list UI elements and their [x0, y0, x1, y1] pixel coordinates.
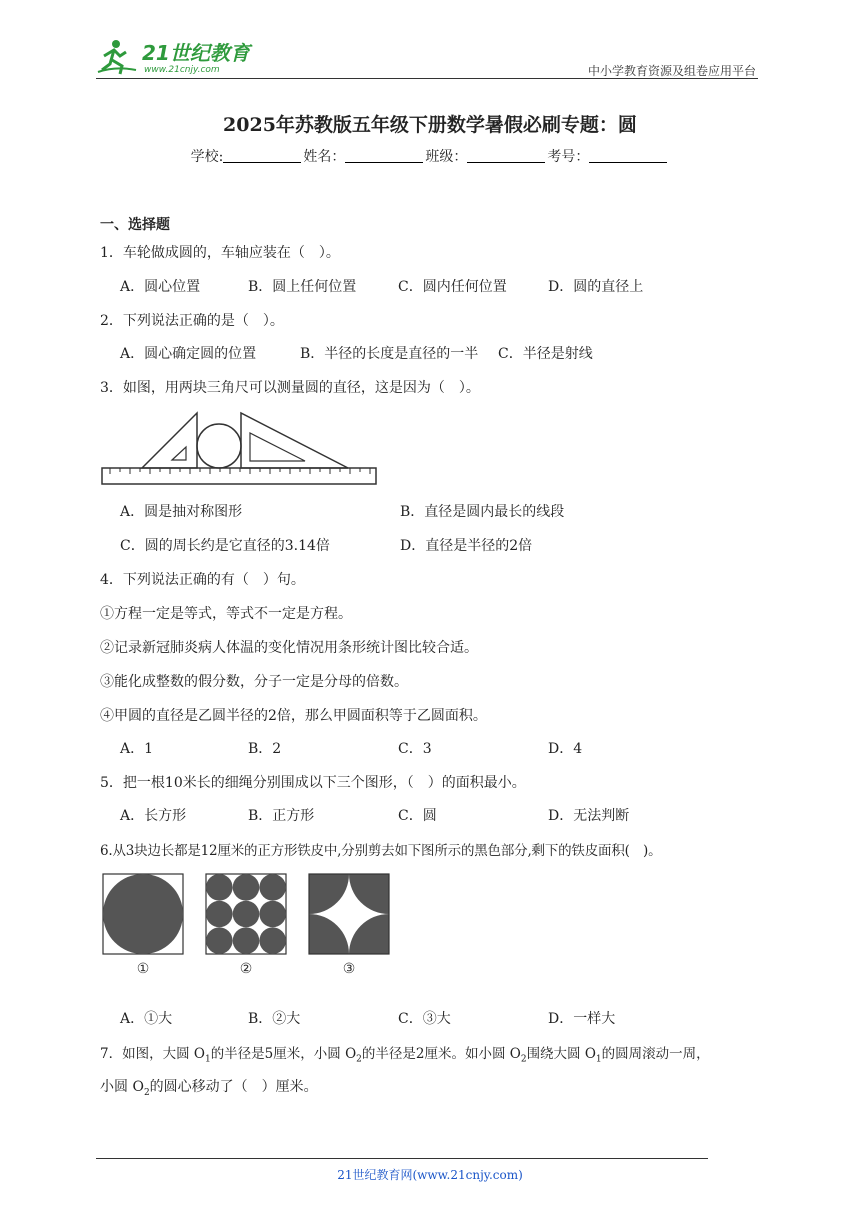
footer-divider [96, 1158, 708, 1159]
q2-option-a[interactable]: A．圆心确定圆的位置 [120, 346, 257, 362]
q5-option-d[interactable]: D．无法判断 [548, 808, 630, 824]
exam-no-field[interactable] [589, 148, 667, 163]
site-logo [96, 36, 266, 76]
footer-link[interactable]: 21世纪教育网(www.21cnjy.com) [337, 1168, 523, 1182]
q1-option-d[interactable]: D．圆的直径上 [548, 279, 644, 295]
question-6: 6.从3块边长都是12厘米的正方形铁皮中,分别剪去如下图所示的黑色部分,剩下的铁皮面积( )。 [100, 843, 662, 859]
logo-text: 21世纪教育 [142, 41, 250, 65]
cut-squares-figure [102, 873, 392, 983]
logo-url: www.21cnjy.com [144, 65, 220, 75]
q4-option-d[interactable]: D．4 [548, 741, 583, 757]
q1-option-c[interactable]: C．圆内任何位置 [398, 279, 507, 295]
figure-label-1: ① [136, 961, 150, 977]
q6-option-b[interactable]: B．②大 [248, 1011, 301, 1027]
figure-label-3: ③ [342, 961, 356, 977]
q4-option-b[interactable]: B．2 [248, 741, 282, 757]
question-7-line-1: 7．如图，大圆 $O_1$的半径是5厘米，小圆 $O_2$的半径是2厘米。如小圆 $O_2$围绕大圆 $O_1$的圆周滚动一周， [100, 1046, 710, 1065]
question-4: 4．下列说法正确的有（ ）句。 [100, 572, 305, 588]
student-info [0, 146, 860, 166]
ruler-triangles-figure [100, 405, 380, 489]
q4-statement-4: ④甲圆的直径是乙圆半径的2倍，那么甲圆面积等于乙圆面积。 [100, 708, 487, 724]
exam-no-label: 考号： [547, 149, 590, 165]
question-3: 3．如图，用两块三角尺可以测量圆的直径，这是因为（ ）。 [100, 380, 480, 396]
q5-option-b[interactable]: B．正方形 [248, 808, 315, 824]
question-1: 1．车轮做成圆的，车轴应装在（ ）。 [100, 245, 340, 261]
class-label: 班级： [425, 149, 468, 165]
q3-option-c[interactable]: C．圆的周长约是它直径的3.14倍 [120, 538, 330, 554]
q4-statement-3: ③能化成整数的假分数，分子一定是分母的倍数。 [100, 674, 408, 690]
platform-name: 中小学教育资源及组卷应用平台 [587, 64, 756, 78]
name-field[interactable] [345, 148, 423, 163]
q6-option-c[interactable]: C．③大 [398, 1011, 451, 1027]
q2-option-b[interactable]: B．半径的长度是直径的一半 [300, 346, 479, 362]
q4-statement-2: ②记录新冠肺炎病人体温的变化情况用条形统计图比较合适。 [100, 640, 478, 656]
q3-option-b[interactable]: B．直径是圆内最长的线段 [400, 504, 565, 520]
question-5: 5．把一根10米长的细绳分别围成以下三个图形，（ ）的面积最小。 [100, 775, 526, 791]
header-divider [96, 78, 758, 79]
q1-option-b[interactable]: B．圆上任何位置 [248, 279, 357, 295]
page-title: 2025年苏教版五年级下册数学暑假必刷专题：圆 [223, 114, 637, 136]
school-label: 学校: [190, 149, 224, 165]
section-heading: 一、选择题 [100, 217, 170, 233]
q4-option-c[interactable]: C．3 [398, 741, 432, 757]
q4-option-a[interactable]: A．1 [120, 741, 154, 757]
q4-statement-1: ①方程一定是等式，等式不一定是方程。 [100, 606, 352, 622]
name-label: 姓名： [303, 149, 346, 165]
figure-label-2: ② [239, 961, 253, 977]
q6-option-a[interactable]: A．①大 [120, 1011, 173, 1027]
q6-option-d[interactable]: D．一样大 [548, 1011, 616, 1027]
runner-logo-icon [96, 36, 266, 76]
q5-option-c[interactable]: C．圆 [398, 808, 437, 824]
question-2: 2．下列说法正确的是（ ）。 [100, 313, 284, 329]
q2-option-c[interactable]: C．半径是射线 [498, 346, 593, 362]
q3-option-a[interactable]: A．圆是抽对称图形 [120, 504, 243, 520]
question-7-line-2: 小圆 $O_2$的圆心移动了（ ）厘米。 [100, 1079, 318, 1098]
q5-option-a[interactable]: A．长方形 [120, 808, 187, 824]
q1-option-a[interactable]: A．圆心位置 [120, 279, 201, 295]
school-field[interactable] [223, 148, 301, 163]
q3-option-d[interactable]: D．直径是半径的2倍 [400, 538, 533, 554]
class-field[interactable] [467, 148, 545, 163]
